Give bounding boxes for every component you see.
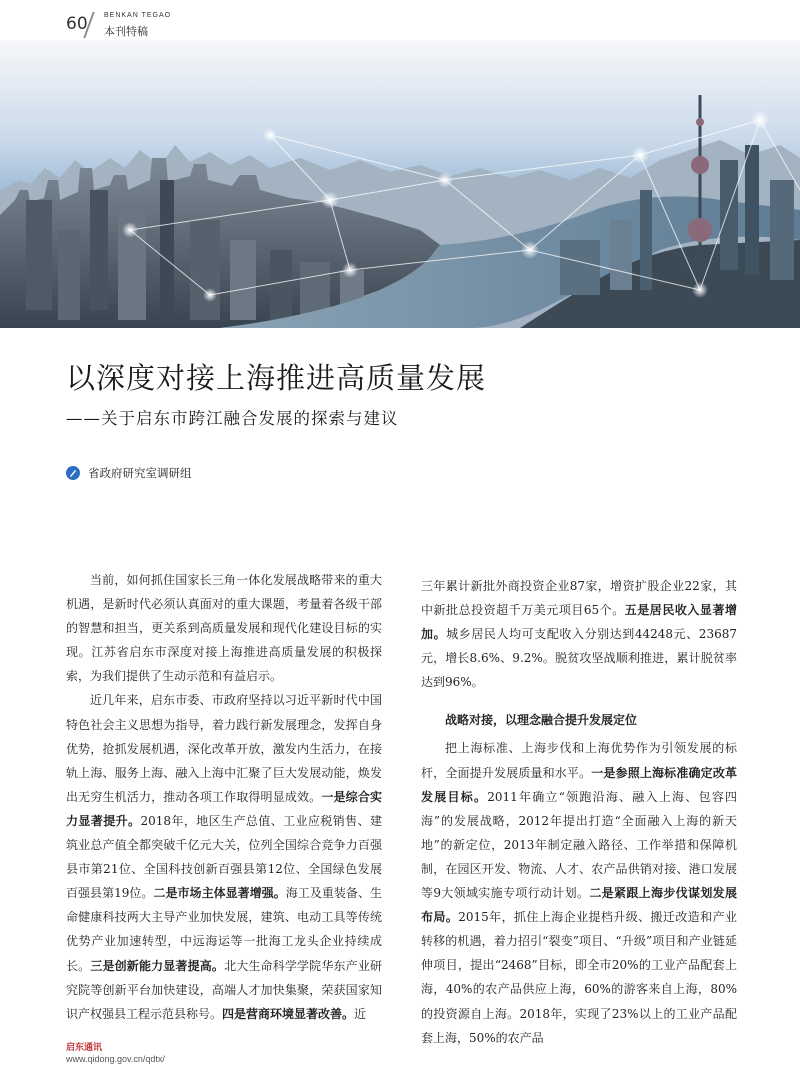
paragraph: 三年累计新批外商投资企业87家，增资扩股企业22家，其中新批总投资超千万美元项目65个。五是居民收入显著增加。城乡居民人均可支配收入分别达到44248元、23687元，增长8.6%、9.2%。脱贫攻坚战顺利推进，累计脱贫率达到96%。 (421, 579, 737, 690)
article-title: 以深度对接上海推进高质量发展 (66, 361, 487, 395)
body-column-right (421, 574, 737, 1050)
paragraph: 当前，如何抓住国家长三角一体化发展战略带来的重大机遇，是新时代必须认真面对的重大课题，考量着各级干部的智慧和担当，更关系到高质量发展和现代化建设目标的实现。江苏省启东市深度对接上海推进高质量发展的积极探索，为我们提供了生动示范和有益启示。 (66, 573, 382, 684)
page-number: 60 (66, 14, 88, 34)
magazine-name: 启东通讯 (66, 1043, 103, 1053)
paragraph: 近几年来，启东市委、市政府坚持以习近平新时代中国特色社会主义思想为指导，着力践行新发展理念，发挥自身优势，抢抓发展机遇，深化改革开放，激发内生活力，在接轨上海、服务上海、融入上海中汇聚了巨大发展动能，焕发出无穷生机活力，推动各项工作取得明显成效。一是综合实力显著提升。2018年，地区生产总值、工业应税销售、建筑业总产值全都突破千亿元大关，位列全国综合竞争力百强县市第21位、全国科技创新百强县第12位、全国绿色发展百强县第19位。二是市场主体显著增强。海工及重装备、生命健康科技两大主导产业加快发展，建筑、电动工具等传统优势产业加速转型，中远海运等一批海工龙头企业持续成长。三是创新能力显著提高。北大生命科学学院华东产业研究院等创新平台加快建设，高端人才加快集聚，荣获国家知识产权强县工程示范县称号。四是营商环境显著改善。近 (66, 693, 382, 1021)
article-subtitle: ——关于启东市跨江融合发展的探索与建议 (66, 409, 399, 428)
website-url: www.qidong.gov.cn/qdtx/ (66, 1054, 165, 1064)
page-header (0, 0, 800, 40)
column-name: 本刊特稿 (104, 25, 148, 38)
body-column-left (66, 568, 382, 1026)
column-name-en: BENKAN TEGAO (104, 12, 172, 19)
inline-heading: 二是市场主体显著增强。 (153, 886, 286, 901)
inline-heading: 一是参照上海标准确定改革发展目标。 (421, 765, 737, 804)
inline-heading: 四是营商环境显著改善。 (222, 1006, 355, 1021)
inline-heading: 五是居民收入显著增加。 (421, 603, 737, 642)
author-name: 省政府研究室调研组 (88, 466, 192, 480)
hero-cityscape-photo (0, 40, 800, 328)
inline-heading: 一是综合实力显著提升。 (66, 789, 382, 828)
section-heading: 战略对接，以理念融合提升发展定位 (445, 713, 638, 728)
pen-nib-icon (66, 466, 80, 480)
inline-heading: 二是紧跟上海步伐谋划发展布局。 (421, 886, 737, 925)
paragraph: 把上海标准、上海步伐和上海优势作为引领发展的标杆，全面提升发展质量和水平。一是参照上海标准确定改革发展目标。2011年确立“领跑沿海、融入上海、包容四海”的发展战略，2012年提出打造“全面融入上海的新天地”的新定位，2013年制定融入路径、工作举措和保障机制，在园区开发、物流、人才、农产品供销对接、港口发展等9大领域实施专项行动计划。二是紧跟上海步伐谋划发展布局。2015年，抓住上海企业提档升级、搬迁改造和产业转移的机遇，着力招引“裂变”项目、“升级”项目和产业链延伸项目，提出“2468”目标，即全市20%的工业产品配套上海，40%的农产品供应上海，60%的游客来自上海，80%的投资源自上海。2018年，实现了23%以上的工业产品配套上海，50%的农产品 (421, 741, 737, 1045)
inline-heading: 三是创新能力显著提高。 (90, 958, 225, 973)
